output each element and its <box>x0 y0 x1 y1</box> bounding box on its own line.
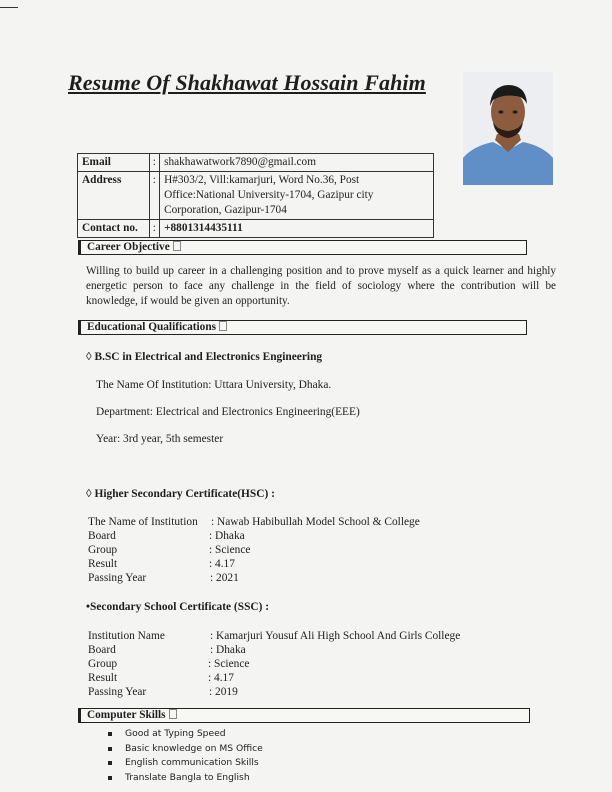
email-value: shakhawatwork7890@gmail.com <box>160 154 434 172</box>
bullet-icon <box>108 776 112 780</box>
bsc-department: Department: Electrical and Electronics Engineering(EEE) <box>96 406 360 418</box>
ssc-title: Secondary School Certificate (SSC) : <box>90 601 270 613</box>
ssc-key: Institution Name <box>88 630 165 642</box>
email-colon: : <box>149 154 160 172</box>
hsc-key: The Name of Institution <box>88 516 198 528</box>
career-objective-text: Willing to build up career in a challenging position and to prove myself as a quick learner and highly energetic person to face any challenge in the field of sociology where the contribution will be knowledge, if would be given an opportunity. <box>86 265 556 307</box>
ssc-key: Board <box>88 644 116 656</box>
contact-row-phone <box>78 220 434 238</box>
address-value: H#303/2, Vill:kamarjuri, Word No.36, Post Office:National University-1704, Gazipur city Corporation, Gazipur-1704 <box>160 172 434 220</box>
hsc-title: Higher Secondary Certificate(HSC) : <box>94 488 275 500</box>
box-icon <box>169 709 177 719</box>
ssc-key: Passing Year <box>88 686 147 698</box>
hsc-value: : Nawab Habibullah Model School & College <box>211 516 420 528</box>
skill-text: Good at Typing Speed <box>125 728 226 739</box>
hsc-value: : Science <box>209 544 251 556</box>
list-item <box>108 742 263 757</box>
diamond-icon: ◊ <box>86 488 92 500</box>
hsc-key: Result <box>88 558 118 570</box>
diamond-icon: ◊ <box>86 351 92 363</box>
education-heading-text: Educational Qualifications <box>87 321 216 333</box>
list-item <box>108 756 263 771</box>
list-item <box>108 771 263 786</box>
address-colon: : <box>149 172 160 220</box>
profile-photo-icon <box>463 72 553 185</box>
ssc-key: Group <box>88 658 118 670</box>
computer-skills-heading-text: Computer Skills <box>87 709 166 721</box>
skill-text: Basic knowledge on MS Office <box>125 742 263 754</box>
ssc-key: Result <box>88 672 118 684</box>
hsc-heading <box>86 488 275 500</box>
bsc-title: B.SC in Electrical and Electronics Engineering <box>94 351 323 363</box>
phone-colon: : <box>149 220 160 238</box>
resume-title: Resume Of Shakhawat Hossain Fahim <box>68 70 426 95</box>
contact-row-email <box>78 154 434 172</box>
ssc-value: : Kamarjuri Yousuf Ali High School And Girls College <box>210 630 461 642</box>
ssc-heading <box>86 601 269 613</box>
hsc-key: Board <box>88 530 116 542</box>
phone-value: +8801314435111 <box>160 220 434 238</box>
ssc-value: : 2019 <box>209 686 238 698</box>
ssc-value: : Dhaka <box>210 644 246 656</box>
contact-table <box>77 153 434 238</box>
profile-photo <box>463 72 553 185</box>
career-objective-heading <box>78 240 527 255</box>
skills-list <box>108 727 263 785</box>
education-heading <box>78 320 527 335</box>
bsc-heading <box>86 351 322 363</box>
computer-skills-heading <box>78 708 530 723</box>
bullet-icon <box>108 747 112 751</box>
bullet-icon <box>108 732 112 736</box>
contact-row-address <box>78 172 434 220</box>
hsc-value: : 2021 <box>210 572 239 584</box>
hsc-key: Passing Year <box>88 572 147 584</box>
skill-text: Translate Bangla to English <box>125 771 250 783</box>
bsc-institution: The Name Of Institution: Uttara University, Dhaka. <box>96 379 332 391</box>
corner-mark <box>0 7 18 8</box>
phone-label: Contact no. <box>78 220 150 238</box>
bullet-icon: • <box>86 601 90 613</box>
address-label: Address <box>78 172 150 220</box>
email-label: Email <box>78 154 150 172</box>
bsc-year: Year: 3rd year, 5th semester <box>96 433 224 445</box>
skill-text: English communication Skills <box>125 757 259 768</box>
hsc-key: Group <box>88 544 118 556</box>
hsc-value: : 4.17 <box>209 558 235 570</box>
box-icon <box>173 241 181 251</box>
career-objective-heading-text: Career Objective <box>87 241 170 253</box>
ssc-value: : 4.17 <box>208 672 234 684</box>
hsc-value: : Dhaka <box>209 530 245 542</box>
list-item <box>108 727 263 742</box>
box-icon <box>219 321 227 331</box>
bullet-icon <box>108 761 112 765</box>
ssc-value: : Science <box>208 658 250 670</box>
